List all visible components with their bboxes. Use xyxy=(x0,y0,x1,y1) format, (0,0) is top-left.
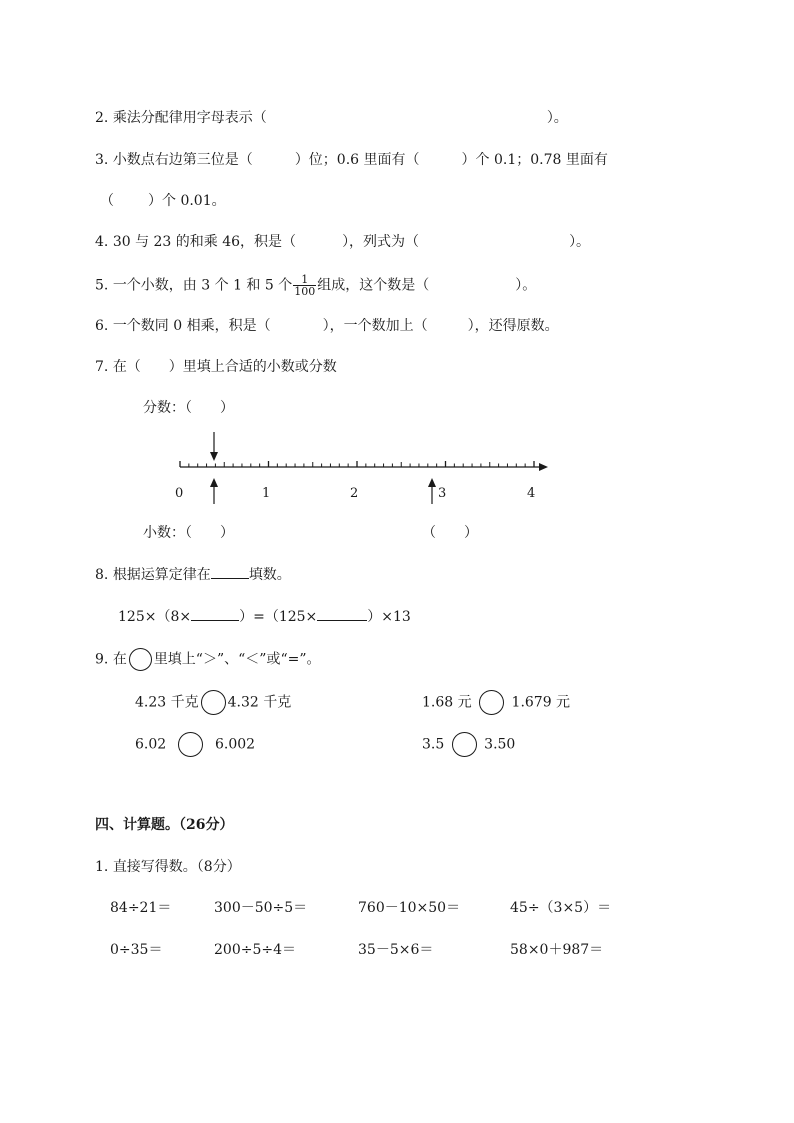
calc-item[interactable]: 300－50÷5＝ xyxy=(214,900,308,916)
compare-circle[interactable] xyxy=(479,690,504,715)
calc-item[interactable]: 760－10×50＝ xyxy=(358,900,461,916)
section-4-title: 四、计算题。（26分） xyxy=(95,817,234,833)
compare-row-2-left: 6.02 6.002 xyxy=(135,732,255,757)
fill-blank[interactable] xyxy=(317,608,367,621)
calc-item[interactable]: 58×0＋987＝ xyxy=(510,942,604,958)
calc-item[interactable]: 45÷（3×5）＝ xyxy=(510,900,612,916)
question-number: 6. xyxy=(95,318,109,334)
tick-label-3: 3 xyxy=(438,486,447,501)
question-8: 8. 根据运算定律在 填数。 xyxy=(95,567,291,583)
question-number: 4. xyxy=(95,234,109,250)
question-number: 5. xyxy=(95,277,109,294)
compare-circle[interactable] xyxy=(452,732,477,757)
compare-circle[interactable] xyxy=(201,690,226,715)
arrow-down-icon xyxy=(210,452,218,461)
arrow-up-icon xyxy=(428,478,436,487)
number-line xyxy=(170,420,560,515)
question-7: 7. 在（ ）里填上合适的小数或分数 xyxy=(95,359,337,375)
number-line-ticks xyxy=(180,461,534,467)
fraction: $\frac{1}{100}$ xyxy=(294,273,316,298)
fill-blank[interactable] xyxy=(191,608,239,621)
question-2: 2. 乘法分配律用字母表示（ ）。 xyxy=(95,110,568,126)
question-number: 9. xyxy=(95,651,109,668)
question-number: 2. xyxy=(95,110,109,126)
question-3-line-2: （ ）个 0.01。 xyxy=(100,193,226,209)
question-number: 7. xyxy=(95,359,109,375)
question-3: 3. 小数点右边第三位是（ ）位；0.6 里面有（ ）个 0.1；0.78 里面有 xyxy=(95,152,608,168)
tick-label-4: 4 xyxy=(527,486,536,501)
compare-row-1-right: 1.68 元 1.679 元 xyxy=(422,690,570,715)
calc-item[interactable]: 200÷5÷4＝ xyxy=(214,942,296,958)
tick-label-0: 0 xyxy=(175,486,184,501)
calc-item[interactable]: 84÷21＝ xyxy=(110,900,172,916)
compare-row-1-left: 4.23 千克 4.32 千克 xyxy=(135,690,291,715)
tick-label-2: 2 xyxy=(350,486,359,501)
question-8-equation: 125×（8× ）=（125× ）×13 xyxy=(118,609,411,625)
question-9: 9. 在 里填上“＞”、“＜”或“=”。 xyxy=(95,648,321,671)
section-4-question-1: 1. 直接写得数。（8分） xyxy=(95,859,241,875)
circle-icon xyxy=(129,648,152,671)
question-6: 6. 一个数同 0 相乘，积是（ ），一个数加上（ ），还得原数。 xyxy=(95,318,559,334)
decimal-blank-2[interactable]: （ ） xyxy=(422,525,478,541)
tick-label-1: 1 xyxy=(262,486,271,501)
fill-blank[interactable] xyxy=(211,566,249,579)
arrow-up-icon xyxy=(210,478,218,487)
question-text: 乘法分配律用字母表示（ xyxy=(112,110,267,126)
calc-item[interactable]: 35－5×6＝ xyxy=(358,942,434,958)
calc-item[interactable]: 0÷35＝ xyxy=(110,942,163,958)
decimal-label: 小数：（ ） xyxy=(143,525,234,541)
fraction-label: 分数：（ ） xyxy=(143,400,234,416)
question-4: 4. 30 与 23 的和乘 46，积是（ ），列式为（ ）。 xyxy=(95,234,591,250)
compare-circle[interactable] xyxy=(178,732,203,757)
question-number: 8. xyxy=(95,567,109,583)
compare-row-2-right: 3.5 3.50 xyxy=(422,732,515,757)
question-number: 3. xyxy=(95,152,109,168)
axis-arrow-icon xyxy=(539,463,548,471)
question-number: 1. xyxy=(95,859,109,875)
question-5: 5. 一个小数，由 3 个 1 和 5 个 $\frac{1}{100}$ 组成，这个数是（ ）。 xyxy=(95,273,537,298)
